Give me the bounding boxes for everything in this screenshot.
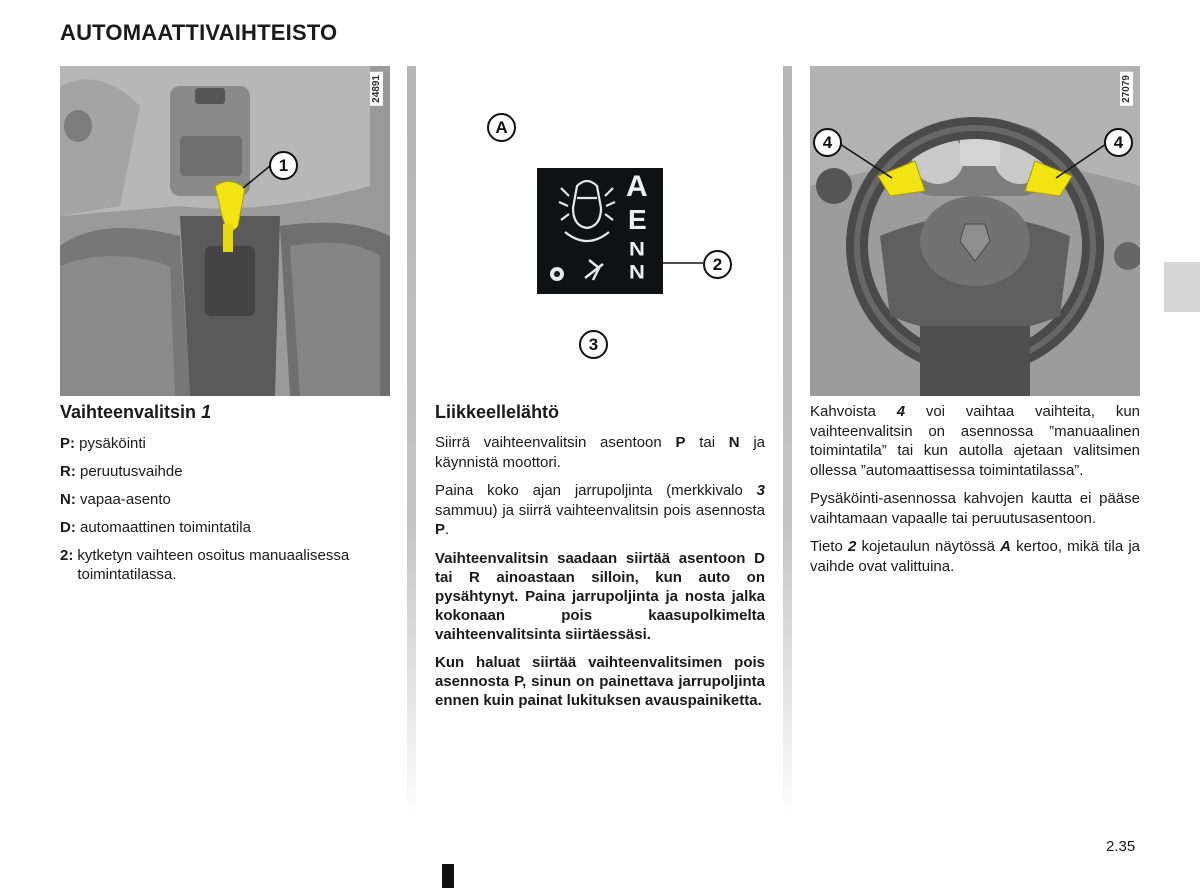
page-number: 2.35 bbox=[1106, 838, 1136, 855]
paragraph: Pysäköinti-asennossa kahvojen kautta ei pääse vaihtamaan vapaalle tai peruutusasentoon. bbox=[810, 490, 1140, 527]
paragraph: Tieto 2 kojetaulun näytössä A kertoo, mikä tila ja vaihde ovat valittuina. bbox=[810, 538, 1140, 575]
chapter-tab-marker bbox=[1164, 262, 1200, 312]
figure-ref-right: 27079 bbox=[1120, 72, 1133, 106]
figure-ref-left: 24891 bbox=[370, 72, 383, 106]
heading-number: 1 bbox=[201, 402, 212, 422]
gear-letter-a: A bbox=[626, 170, 648, 203]
list-item: N: vapaa-asento bbox=[60, 491, 171, 508]
page-title: AUTOMAATTIVAIHTEISTO bbox=[60, 20, 338, 45]
gear-selector-photo bbox=[60, 66, 390, 396]
heading-text: Vaihteenvalitsin bbox=[60, 402, 197, 422]
gear-letter-n-1: N bbox=[629, 237, 645, 260]
callout-a: A bbox=[487, 113, 516, 142]
bottom-crop-mark bbox=[442, 864, 454, 888]
column-divider-2 bbox=[783, 66, 792, 826]
gear-letter-e: E bbox=[628, 204, 647, 235]
list-item: 2: kytketyn vaihteen osoitus manuaalisessa toimintatilassa. bbox=[60, 547, 350, 583]
warning-paragraph: Vaihteenvalitsin saadaan siirtää asentoon D tai R ainoastaan silloin, kun auto on pysähtynyt. Paina jarrupoljinta ja nosta jalka kokonaan pois kaasupolkimelta vaihteenvalitsinta siirtäessäsi. bbox=[435, 549, 765, 643]
list-item: D: automaattinen toimintatila bbox=[60, 519, 251, 536]
callout-2: 2 bbox=[703, 250, 732, 279]
warning-paragraph: Kun haluat siirtää vaihteenvalitsimen pois asennosta P, sinun on painettava jarrupoljinta ennen kuin painat lukituksen avauspainiketta. bbox=[435, 653, 765, 709]
paddles-text bbox=[810, 402, 1140, 576]
column-divider-1 bbox=[407, 66, 416, 826]
gear-letter-n-2: N bbox=[629, 260, 645, 283]
callout-4-left: 4 bbox=[813, 128, 842, 157]
list-item: R: peruutusvaihde bbox=[60, 463, 183, 480]
car-icon bbox=[559, 181, 615, 241]
steering-wheel-photo bbox=[810, 66, 1140, 396]
paragraph: Kahvoista 4 voi vaihtaa vaihteita, kun vaihteenvalitsin on asennossa ”manuaalinen toimintatila” tai kun autolla ajetaan valitsimen ollessa ”automaattisessa toimintatilassa”. bbox=[810, 403, 1141, 479]
heading-gear-selector bbox=[60, 402, 211, 423]
paragraph: Paina koko ajan jarrupoljinta (merkkivalo 3 sammuu) ja siirrä vaihteenvalitsin pois asennosta P. bbox=[435, 482, 765, 538]
callout-4-right: 4 bbox=[1104, 128, 1133, 157]
heading-starting-off: Liikkeellelähtö bbox=[435, 402, 560, 422]
gear-positions-list bbox=[60, 434, 395, 584]
starting-off-text bbox=[435, 433, 765, 710]
callout-3: 3 bbox=[579, 330, 608, 359]
callout-1: 1 bbox=[269, 151, 298, 180]
brake-warning-icon bbox=[550, 267, 564, 281]
list-item: P: pysäköinti bbox=[60, 435, 146, 452]
display-leader-lines bbox=[600, 250, 710, 340]
paragraph: Siirrä vaihteenvalitsin asentoon P tai N ja käynnistä moottori. bbox=[435, 434, 766, 471]
